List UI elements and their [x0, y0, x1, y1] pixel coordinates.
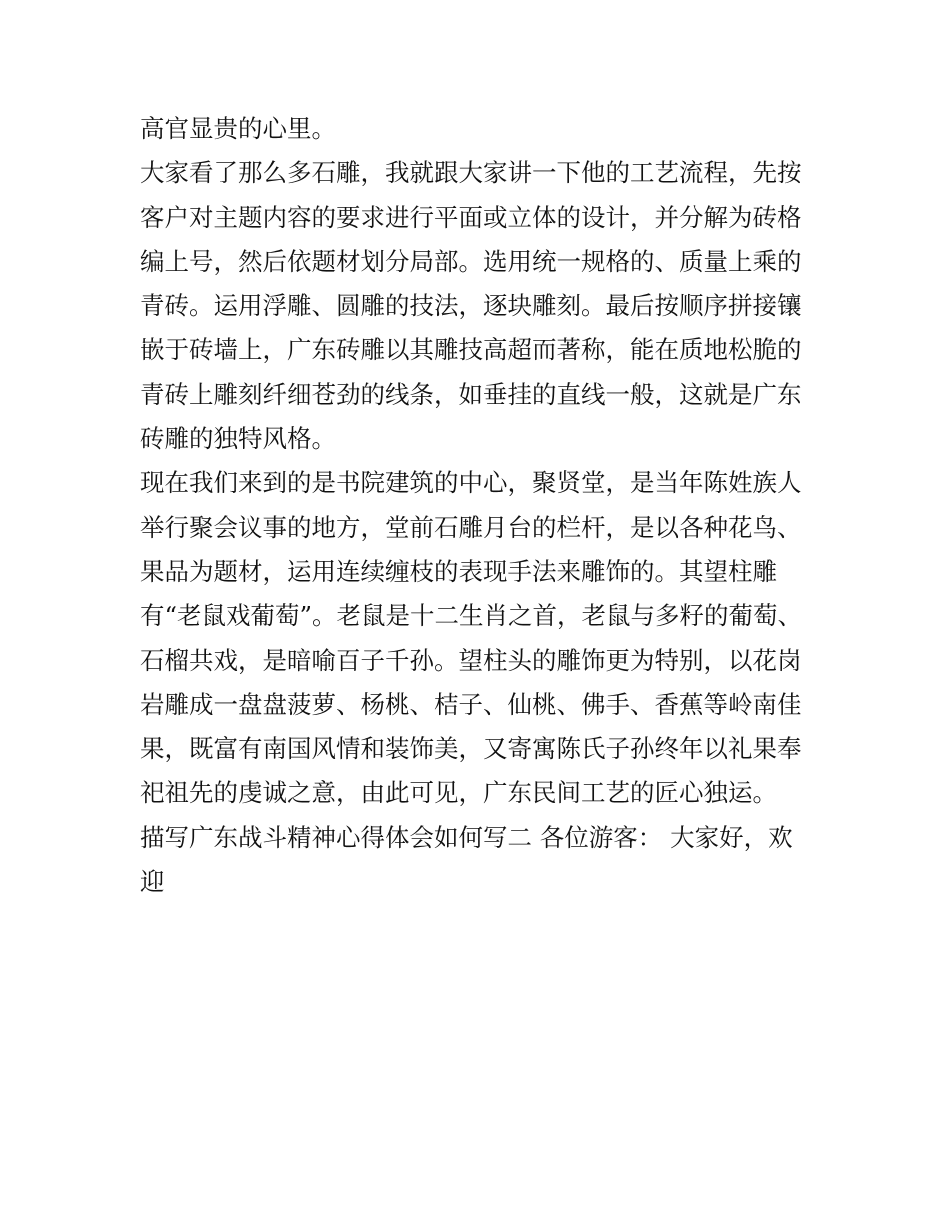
text-line: 嵌于砖墙上，广东砖雕以其雕技高超而著称，能在质地松脆的: [140, 335, 802, 365]
text-line: 祀祖先的虔诚之意，由此可见，广东民间工艺的匠心独运。: [140, 778, 777, 808]
text-line: 果，既富有南国风情和装饰美，又寄寓陈氏子孙终年以礼果奉: [140, 734, 802, 764]
body-text: [140, 107, 820, 904]
text-line: 高官显贵的心里。: [140, 114, 336, 143]
text-line: 大家看了那么多石雕，我就跟大家讲一下他的工艺流程，先按: [140, 158, 802, 188]
text-line: 青砖。运用浮雕、圆雕的技法，逐块雕刻。最后按顺序拼接镶: [140, 291, 802, 321]
text-line: 石榴共戏，是暗喻百子千孙。望柱头的雕饰更为特别，以花岗: [140, 645, 802, 675]
text-line: 有“老鼠戏葡萄”。老鼠是十二生肖之首，老鼠与多籽的葡萄、: [140, 601, 803, 631]
text-line: 描写广东战斗精神心得体会如何写二 各位游客： 大家好，欢: [140, 822, 793, 852]
text-line: 客户对主题内容的要求进行平面或立体的设计，并分解为砖格: [140, 202, 802, 232]
text-line: 青砖上雕刻纤细苍劲的线条，如垂挂的直线一般，这就是广东: [140, 379, 802, 409]
text-line: 举行聚会议事的地方，堂前石雕月台的栏杆，是以各种花鸟、: [140, 512, 802, 542]
text-line: 岩雕成一盘盘菠萝、杨桃、桔子、仙桃、佛手、香蕉等岭南佳: [140, 689, 802, 719]
text-line: 编上号，然后依题材划分局部。选用统一规格的、质量上乘的: [140, 246, 802, 276]
text-line: 砖雕的独特风格。: [140, 424, 336, 454]
text-line: 迎: [140, 867, 165, 897]
text-line: 果品为题材，运用连续缠枝的表现手法来雕饰的。其望柱雕: [140, 556, 777, 586]
text-line: 现在我们来到的是书院建筑的中心，聚贤堂，是当年陈姓族人: [140, 468, 802, 498]
